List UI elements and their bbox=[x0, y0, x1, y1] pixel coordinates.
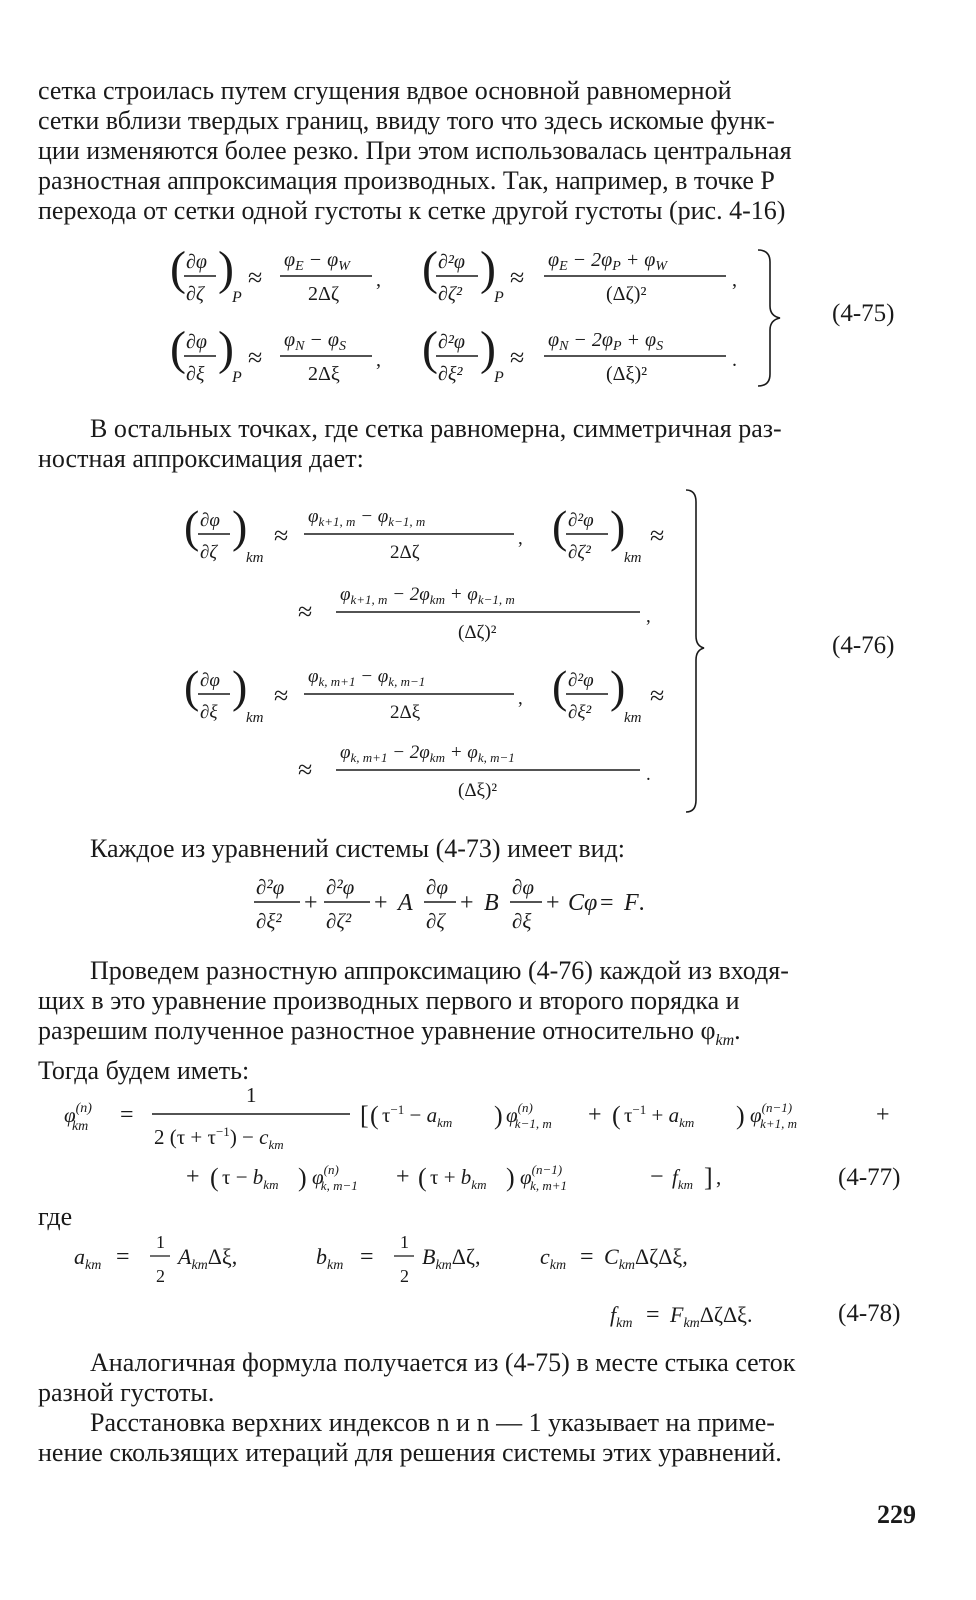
svg-text:φk+1, m − φk−1, m: $\varphi_{k+1, m} - \varphi_{k-1, m}$ bbox=[308, 506, 426, 529]
svg-text:): ) bbox=[232, 661, 248, 712]
text-line: перехода от сетки одной густоты к сетке другой густоты (рис. 4-16) bbox=[38, 196, 786, 225]
svg-text:φ(n)km: $\varphi^{(n)}$ km bbox=[64, 1101, 92, 1134]
svg-text:+: + bbox=[588, 1102, 602, 1128]
formula-4-78-line1 bbox=[70, 1228, 770, 1294]
text-line: сетки вблизи твердых границ, ввиду того что здесь искомые функ- bbox=[38, 106, 775, 135]
svg-text:): ) bbox=[736, 1101, 745, 1130]
text-line: Расстановка верхних индексов n и n — 1 указывает на приме- bbox=[90, 1408, 775, 1437]
svg-text:φk+1, m − 2φkm + φk−1, m: $\varphi_{k+1, m} - 2\varphi_{km} + \varphi_{k-1, m}$ bbox=[340, 584, 515, 607]
equation-number-4-78: (4-78) bbox=[838, 1300, 901, 1327]
text-line: сетка строилась путем сгущения вдвое основной равномерной bbox=[38, 76, 732, 105]
svg-text:(: ( bbox=[418, 1163, 427, 1192]
text-line: ностная аппроксимация дает: bbox=[38, 444, 364, 473]
svg-text:fkm: $f_{km}$ bbox=[672, 1165, 694, 1192]
formula-4-75 bbox=[160, 236, 800, 396]
text-line: щих в это уравнение производных первого и второго порядка и bbox=[38, 986, 740, 1015]
text-line: где bbox=[38, 1202, 73, 1231]
svg-text:(: ( bbox=[170, 242, 186, 295]
svg-text:FkmΔζΔξ.: $F_{km}\Delta\zeta\Delta\xi$. bbox=[670, 1302, 753, 1331]
svg-text:=: = bbox=[646, 1302, 660, 1328]
svg-text:): ) bbox=[218, 322, 234, 375]
svg-text:(Δξ)²: (Δξ)² bbox=[606, 363, 648, 385]
svg-text:AkmΔξ,: $A_{km}\Delta\xi$, bbox=[178, 1244, 238, 1273]
svg-text:2Δξ: 2Δξ bbox=[308, 363, 340, 385]
svg-text:∂φ: ∂φ bbox=[200, 510, 220, 531]
svg-text:(: ( bbox=[184, 661, 200, 712]
svg-text:): ) bbox=[232, 501, 248, 552]
svg-text:(: ( bbox=[552, 661, 568, 712]
svg-text:F.: F. bbox=[624, 890, 645, 916]
svg-text:∂ξ: ∂ξ bbox=[186, 363, 205, 385]
svg-text:2Δζ: 2Δζ bbox=[308, 283, 340, 305]
svg-text:(: ( bbox=[170, 322, 186, 375]
svg-text:km: km bbox=[246, 710, 264, 726]
svg-text:BkmΔζ,: $B_{km}\Delta\zeta$, bbox=[422, 1244, 481, 1273]
svg-text:km: km bbox=[624, 710, 642, 726]
svg-text:): ) bbox=[506, 1163, 515, 1192]
text-line: Аналогичная формула получается из (4-75) в месте стыка сеток bbox=[90, 1348, 796, 1377]
svg-text:2: 2 bbox=[156, 1266, 165, 1286]
svg-text:bkm: $b_{km}$ bbox=[316, 1244, 344, 1273]
svg-text:(Δξ)²: (Δξ)² bbox=[458, 780, 498, 801]
svg-text:τ + bkm: $\tau + b_{km}$ bbox=[430, 1165, 487, 1192]
svg-text:∂φ: ∂φ bbox=[200, 670, 220, 691]
text-segment: разрешим полученное разностное уравнение относительно φ bbox=[38, 1016, 716, 1045]
paragraph-difference-approx bbox=[38, 956, 900, 1086]
svg-text:∂ζ: ∂ζ bbox=[426, 909, 445, 933]
svg-text:P: P bbox=[494, 369, 504, 386]
svg-text:fkm: $f_{km}$ bbox=[610, 1302, 633, 1331]
svg-text:1: 1 bbox=[246, 1083, 257, 1107]
paragraph-analogous-formula bbox=[38, 1348, 900, 1408]
svg-text:∂ζ²: ∂ζ² bbox=[568, 542, 591, 563]
svg-text:φ(n)k, m−1: $\varphi^{(n)}$ k, m−1 bbox=[312, 1162, 358, 1193]
text-line: В остальных точках, где сетка равномерна, симметричная раз- bbox=[90, 414, 782, 443]
svg-text:≈: ≈ bbox=[298, 597, 313, 626]
svg-text:φ(n−1)k, m+1: $\varphi^{(n-1)}$ k, m+1 bbox=[520, 1162, 567, 1193]
svg-text:τ−1 + akm: $\tau^{-1} + a_{km}$ bbox=[624, 1102, 695, 1130]
svg-text:+: + bbox=[876, 1102, 890, 1128]
formula-4-76 bbox=[180, 486, 720, 816]
svg-text:): ) bbox=[298, 1163, 307, 1192]
svg-text:Cφ: Cφ bbox=[568, 890, 598, 916]
text-line: Проведем разностную аппроксимацию (4-76) каждой из входя- bbox=[90, 956, 789, 985]
svg-text:≈: ≈ bbox=[510, 263, 525, 292]
formula-4-77 bbox=[60, 1080, 910, 1210]
svg-text:∂ζ: ∂ζ bbox=[186, 283, 204, 305]
svg-text:A: A bbox=[398, 890, 413, 916]
svg-text:∂φ: ∂φ bbox=[512, 875, 534, 899]
paragraph-symmetric-approx bbox=[38, 414, 900, 474]
svg-text:]: ] bbox=[704, 1163, 713, 1192]
svg-text:≈: ≈ bbox=[248, 263, 263, 292]
svg-text:≈: ≈ bbox=[298, 755, 313, 784]
svg-text:akm: $a_{km}$ bbox=[74, 1244, 102, 1273]
svg-text:∂²φ: ∂²φ bbox=[568, 510, 594, 531]
svg-text:∂ζ²: ∂ζ² bbox=[326, 909, 352, 933]
svg-text:≈: ≈ bbox=[274, 521, 289, 550]
svg-text:∂ξ: ∂ξ bbox=[512, 909, 532, 933]
svg-text:,: , bbox=[376, 269, 381, 291]
svg-text:=: = bbox=[360, 1244, 374, 1270]
svg-text:τ − bkm: $\tau - b_{km}$ bbox=[222, 1165, 279, 1192]
svg-text:1: 1 bbox=[156, 1232, 165, 1252]
svg-text:1: 1 bbox=[400, 1232, 409, 1252]
svg-text:,: , bbox=[518, 688, 523, 709]
paragraph-system-form bbox=[38, 834, 900, 864]
svg-text:): ) bbox=[218, 242, 234, 295]
svg-text:): ) bbox=[494, 1101, 503, 1130]
svg-text:[: [ bbox=[360, 1101, 369, 1130]
text-line: разностная аппроксимация производных. Так, например, в точке P bbox=[38, 166, 775, 195]
svg-text:(: ( bbox=[184, 501, 200, 552]
svg-text:P: P bbox=[232, 369, 242, 386]
svg-text:,: , bbox=[518, 528, 523, 549]
svg-text:∂ζ: ∂ζ bbox=[200, 542, 218, 563]
svg-text:+: + bbox=[396, 1164, 410, 1190]
svg-text:2: 2 bbox=[400, 1266, 409, 1286]
svg-text:∂φ: ∂φ bbox=[186, 331, 207, 353]
svg-text:=: = bbox=[120, 1102, 134, 1128]
svg-text:): ) bbox=[480, 322, 496, 375]
svg-text:+: + bbox=[186, 1164, 200, 1190]
svg-text:∂²φ: ∂²φ bbox=[326, 875, 355, 899]
svg-text:≈: ≈ bbox=[650, 681, 665, 710]
svg-text:φk, m+1 − 2φkm + φk, m−1: $\varphi_{k, m+1} - 2\varphi_{km} + \varphi_{k, m-1}$ bbox=[340, 742, 515, 765]
svg-text:(Δζ)²: (Δζ)² bbox=[458, 622, 497, 643]
svg-text:km: km bbox=[624, 550, 642, 566]
svg-text:∂ξ²: ∂ξ² bbox=[438, 363, 463, 385]
svg-text:(Δζ)²: (Δζ)² bbox=[606, 283, 647, 305]
svg-text:φ(n)k−1, m: $\varphi^{(n)}$ k−1, m bbox=[506, 1100, 552, 1131]
svg-text:(: ( bbox=[422, 242, 438, 295]
paragraph-iteration-indices bbox=[38, 1408, 900, 1468]
svg-text:2 (τ + τ−1) − ckm: 2 $(\tau + \tau^{-1}) - c_{km}$ bbox=[154, 1124, 284, 1152]
svg-text:≈: ≈ bbox=[248, 343, 263, 372]
svg-text:(: ( bbox=[612, 1101, 621, 1130]
svg-text:P: P bbox=[232, 289, 242, 306]
svg-text:∂φ: ∂φ bbox=[426, 875, 448, 899]
svg-text:∂ζ²: ∂ζ² bbox=[438, 283, 462, 305]
svg-text:φE − 2φP + φW: $\varphi_E - 2\varphi_P + \varphi_W$ bbox=[548, 249, 667, 274]
text-line: нение скользящих итераций для решения системы этих уравнений. bbox=[38, 1438, 782, 1467]
svg-text:+: + bbox=[374, 890, 388, 916]
svg-text:≈: ≈ bbox=[510, 343, 525, 372]
svg-text:φN − 2φP + φS: $\varphi_N - 2\varphi_P + \varphi_S$ bbox=[548, 329, 664, 354]
svg-text:(: ( bbox=[210, 1163, 219, 1192]
svg-text:τ−1 − akm: $\tau^{-1} - a_{km}$ bbox=[382, 1102, 453, 1130]
svg-text:P: P bbox=[494, 289, 504, 306]
text-line: Тогда будем иметь: bbox=[38, 1056, 250, 1086]
svg-text:φk, m+1 − φk, m−1: $\varphi_{k, m+1} - \varphi_{k, m-1}$ bbox=[308, 666, 426, 689]
svg-text:∂²φ: ∂²φ bbox=[438, 331, 465, 353]
svg-text:+: + bbox=[460, 890, 474, 916]
svg-text:≈: ≈ bbox=[274, 681, 289, 710]
svg-text:(: ( bbox=[370, 1101, 379, 1130]
svg-text:∂ξ: ∂ξ bbox=[200, 702, 218, 723]
svg-text:=: = bbox=[116, 1244, 130, 1270]
svg-text:−: − bbox=[650, 1164, 664, 1190]
svg-text:∂²φ: ∂²φ bbox=[256, 875, 285, 899]
equation-number-4-76: (4-76) bbox=[832, 632, 895, 659]
punctuation: . bbox=[734, 1016, 741, 1045]
svg-text:+: + bbox=[546, 890, 560, 916]
svg-text:,: , bbox=[716, 1165, 722, 1189]
svg-text:φE − φW: $\varphi_E - \varphi_W$ bbox=[284, 249, 350, 274]
svg-text:φ(n−1)k+1, m: $\varphi^{(n-1)}$ k+1, m bbox=[750, 1100, 797, 1131]
svg-text:≈: ≈ bbox=[650, 521, 665, 550]
svg-text:φN − φS: $\varphi_N - \varphi_S$ bbox=[284, 329, 346, 354]
svg-text:∂²φ: ∂²φ bbox=[568, 670, 594, 691]
formula-general-equation bbox=[250, 870, 710, 942]
svg-text:(: ( bbox=[552, 501, 568, 552]
text-line: ции изменяются более резко. При этом использовалась центральная bbox=[38, 136, 792, 165]
svg-text:ckm: $c_{km}$ bbox=[540, 1244, 567, 1273]
svg-text:B: B bbox=[484, 890, 499, 916]
svg-text:): ) bbox=[610, 661, 626, 712]
text-line bbox=[38, 1016, 900, 1056]
svg-text:.: . bbox=[732, 349, 737, 371]
text-line: разной густоты. bbox=[38, 1378, 215, 1407]
svg-text:∂²φ: ∂²φ bbox=[438, 251, 465, 273]
svg-text:=: = bbox=[600, 890, 614, 916]
paragraph-grid-description bbox=[38, 76, 900, 226]
formula-4-78-line2 bbox=[606, 1290, 826, 1340]
svg-text:∂ξ²: ∂ξ² bbox=[568, 702, 592, 723]
svg-text:,: , bbox=[376, 349, 381, 371]
svg-text:∂φ: ∂φ bbox=[186, 251, 207, 273]
svg-text:,: , bbox=[646, 606, 651, 627]
equation-number-4-75: (4-75) bbox=[832, 300, 895, 327]
svg-text:.: . bbox=[646, 764, 651, 785]
svg-text:): ) bbox=[480, 242, 496, 295]
text-line: Каждое из уравнений системы (4-73) имеет вид: bbox=[90, 834, 626, 863]
svg-text:=: = bbox=[580, 1244, 594, 1270]
equation-number-4-77: (4-77) bbox=[838, 1164, 901, 1191]
svg-text:2Δζ: 2Δζ bbox=[390, 542, 420, 563]
svg-text:+: + bbox=[304, 890, 318, 916]
svg-text:km: km bbox=[246, 550, 264, 566]
subscript: km bbox=[715, 1032, 735, 1050]
svg-text:(: ( bbox=[422, 322, 438, 375]
page-number: 229 bbox=[877, 1500, 916, 1529]
svg-text:): ) bbox=[610, 501, 626, 552]
svg-text:∂ξ²: ∂ξ² bbox=[256, 909, 282, 933]
svg-text:,: , bbox=[732, 269, 737, 291]
svg-text:CkmΔζΔξ,: $C_{km}\Delta\zeta\Delta\xi$, bbox=[604, 1244, 688, 1273]
svg-text:2Δξ: 2Δξ bbox=[390, 702, 421, 723]
